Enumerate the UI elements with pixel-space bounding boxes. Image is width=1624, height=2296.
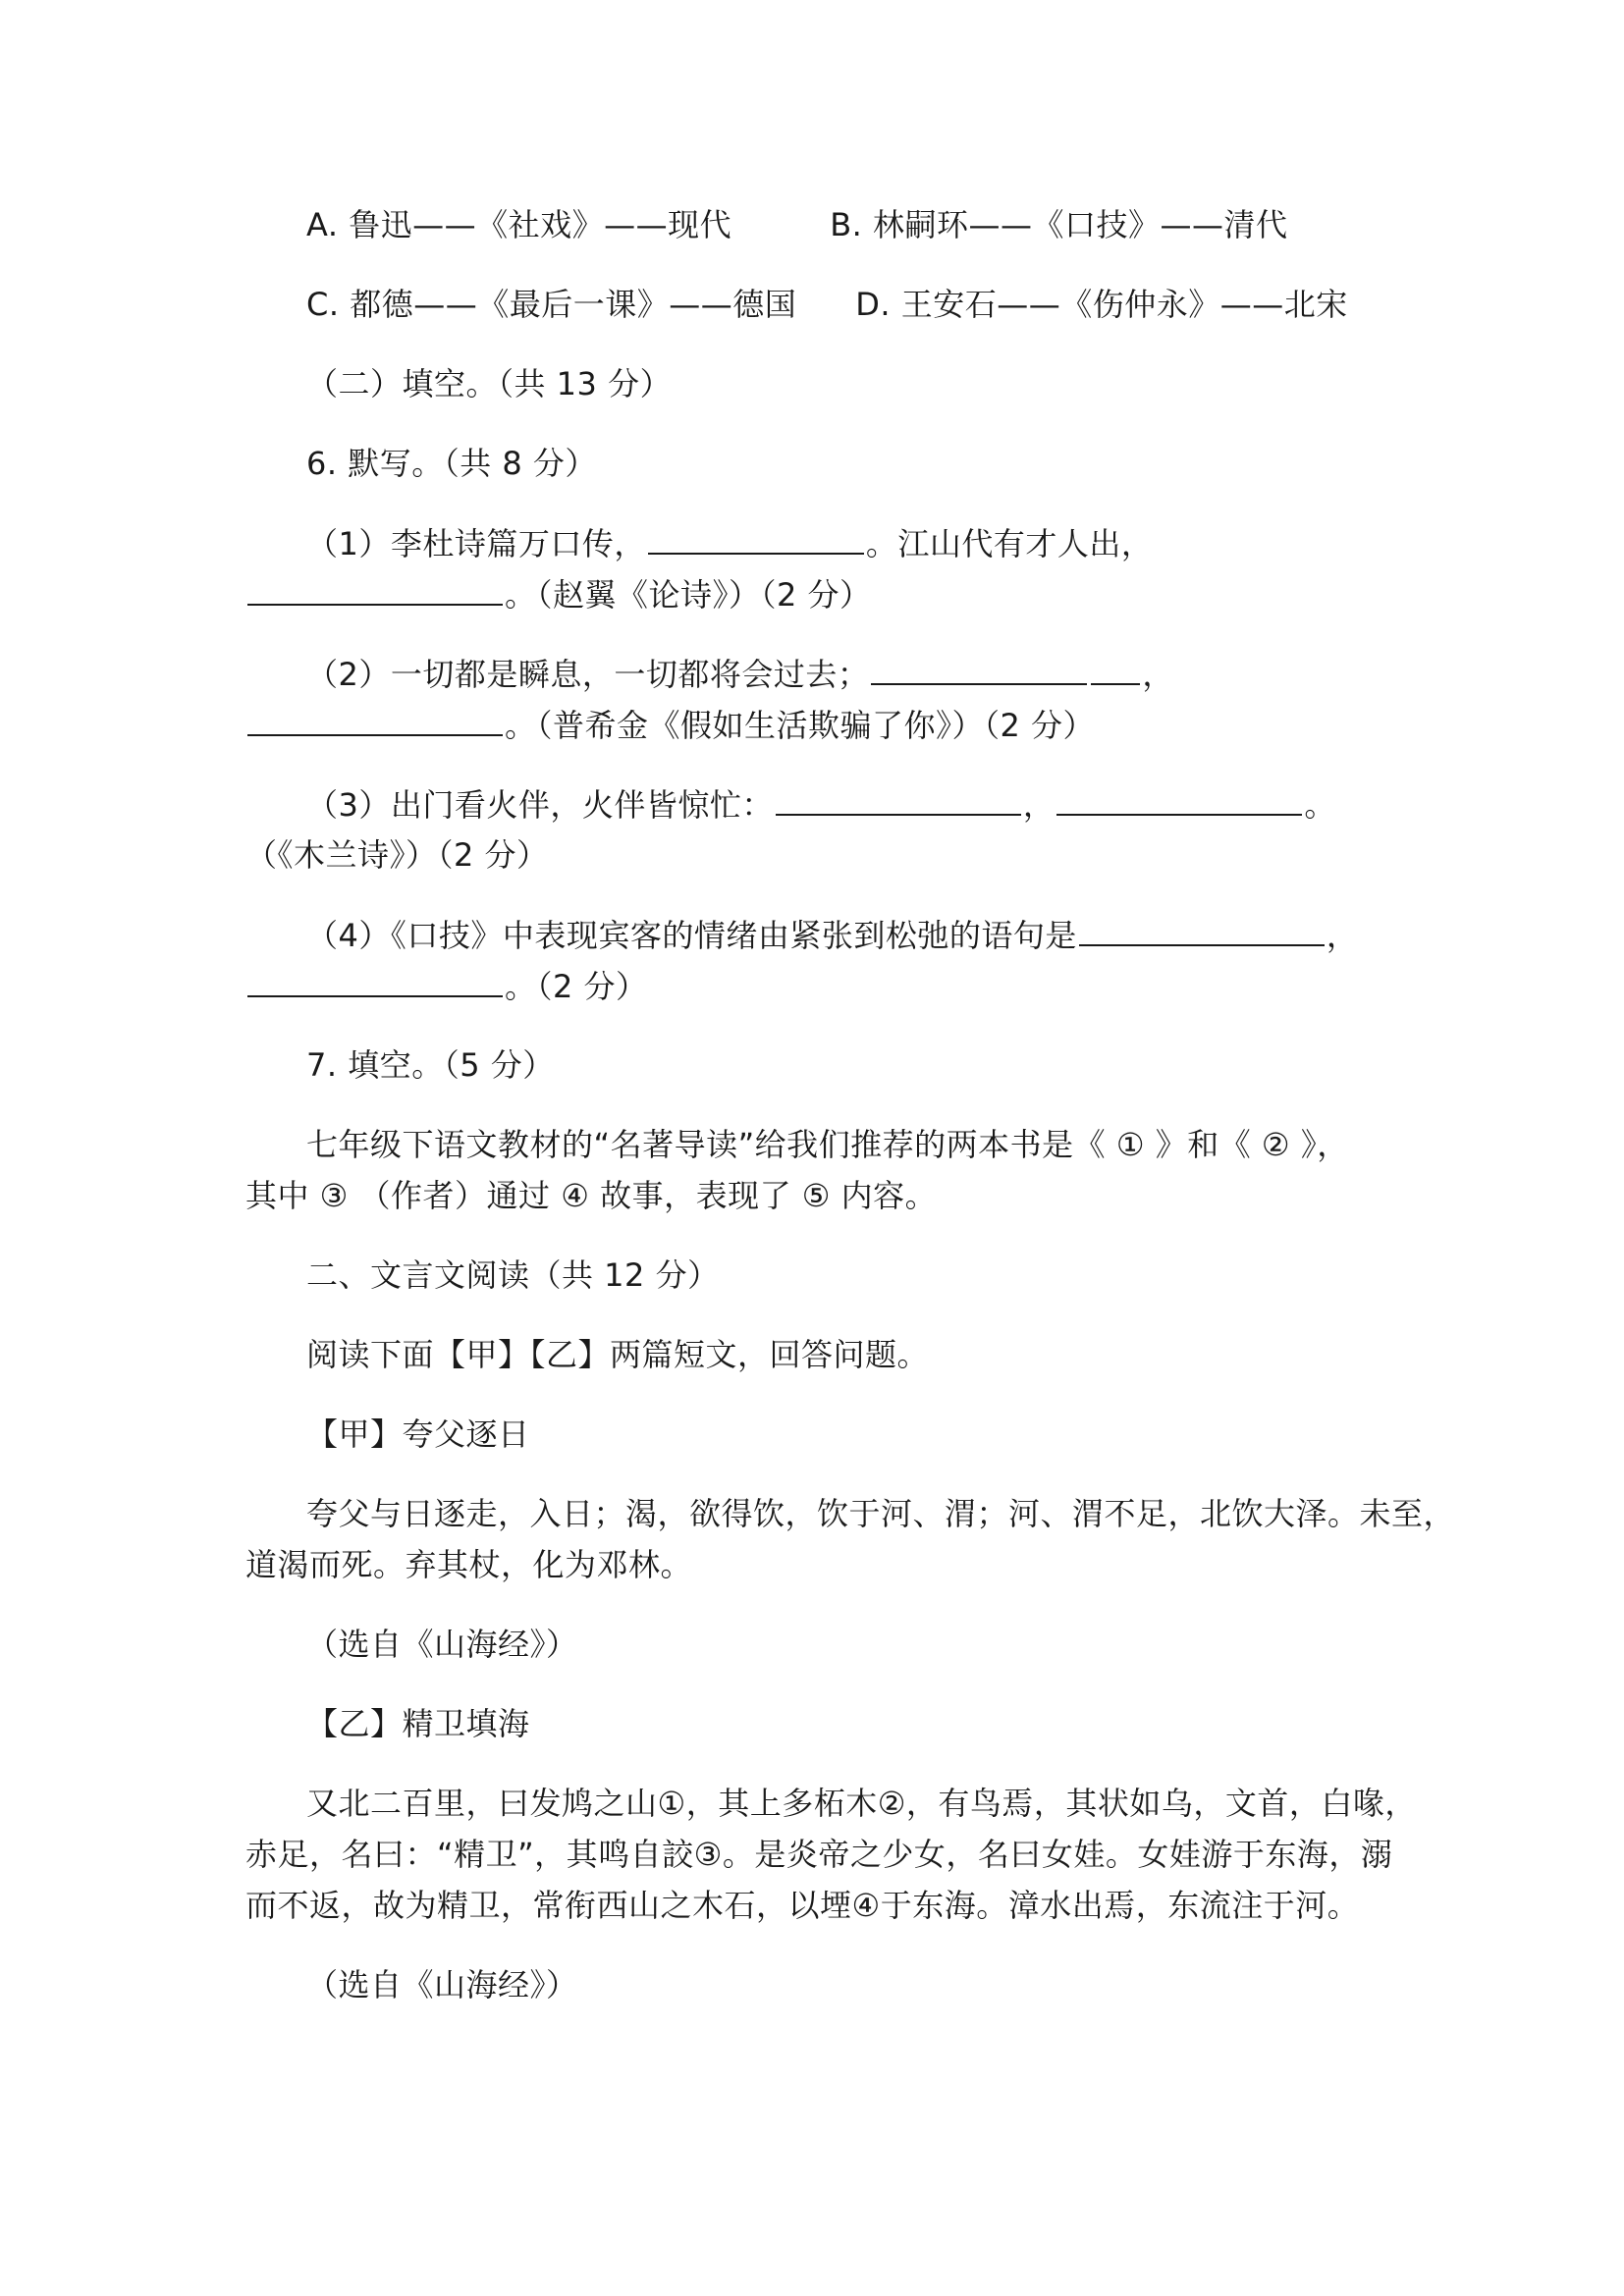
q6-item2-mid: ， [1142, 656, 1174, 693]
classical-instruction: 阅读下面【甲】【乙】两篇短文，回答问题。 [306, 1336, 930, 1373]
q6-item4-blank-2[interactable] [247, 966, 503, 997]
q5-option-b: B. 林嗣环——《口技》——清代 [830, 206, 1288, 243]
q6-item2-pre: （2）一切都是瞬息，一切都将会过去； [306, 656, 870, 693]
q6-item1-mid: 。江山代有才人出， [865, 525, 1154, 562]
q6-item3-mid: ， [1022, 786, 1056, 824]
q6-item2-blank-1[interactable] [871, 654, 1087, 685]
q5-options-row-2 [306, 285, 1348, 324]
q6-title: 6. 默写。（共 8 分） [306, 445, 597, 482]
q6-item1-blank-2[interactable] [247, 574, 503, 606]
q5-option-d: D. 王安石——《伤仲永》——北宋 [855, 286, 1348, 323]
q6-item4-line1 [306, 915, 1358, 955]
q6-item3-source: （《木兰诗》）（2 分） [245, 836, 549, 874]
q6-item4-mid: ， [1326, 917, 1359, 954]
q6-item4-line2 [245, 966, 648, 1006]
q6-item4-blank-1[interactable] [1079, 915, 1325, 946]
passage-b-line1: 又北二百里，曰发鸠之山①，其上多柘木②，有鸟焉，其状如乌，文首，白喙， [306, 1785, 1417, 1822]
passage-a-line1: 夸父与日逐走，入日；渴，欲得饮，饮于河、渭；河、渭不足，北饮大泽。未至， [306, 1495, 1456, 1532]
q6-item1-line1 [306, 523, 1153, 563]
q7-title: 7. 填空。（5 分） [306, 1046, 555, 1084]
passage-b-source: （选自《山海经》） [306, 1966, 578, 2003]
q6-item1-blank-1[interactable] [648, 523, 864, 555]
q6-item3-blank-1[interactable] [776, 784, 1021, 816]
q6-item3-blank-2[interactable] [1056, 784, 1302, 816]
fill-section-heading: （二）填空。（共 13 分） [306, 365, 673, 402]
q6-item4-pre: （4）《口技》中表现宾客的情绪由紧张到松弛的语句是 [306, 917, 1077, 954]
passage-a-title: 【甲】夸父逐日 [306, 1415, 530, 1453]
q6-item3-pre: （3）出门看火伴，火伴皆惊忙： [306, 786, 774, 824]
passage-a-source: （选自《山海经》） [306, 1626, 578, 1663]
q6-item2-line2 [245, 705, 1095, 745]
q6-item3-end: 。 [1304, 786, 1336, 824]
passage-b-line3: 而不返，故为精卫，常衔西山之木石，以堙④于东海。漳水出焉，东流注于河。 [245, 1887, 1360, 1924]
q6-item1-end: 。（赵翼《论诗》）（2 分） [505, 576, 872, 614]
q6-item1-pre: （1）李杜诗篇万口传， [306, 525, 646, 562]
passage-a-line2: 道渴而死。弃其杖，化为邓林。 [245, 1546, 693, 1583]
q6-item2-line1 [306, 654, 1174, 694]
q6-item4-end: 。（2 分） [505, 968, 648, 1005]
q6-item3-line1 [306, 784, 1336, 825]
q6-item2-blank-2[interactable] [247, 705, 503, 736]
passage-b-line2: 赤足，名曰：“精卫”，其鸣自詨③。是炎帝之少女，名曰女娃。女娃游于东海，溺 [245, 1836, 1393, 1873]
q6-item1-line2 [245, 574, 872, 614]
q7-line2: 其中 ③ （作者）通过 ④ 故事，表现了 ⑤ 内容。 [245, 1177, 938, 1214]
q5-option-a: A. 鲁迅——《社戏》——现代 [306, 206, 732, 243]
q5-option-c: C. 都德——《最后一课》——德国 [306, 286, 797, 323]
q6-item2-end: 。（普希金《假如生活欺骗了你》）（2 分） [505, 707, 1096, 744]
q5-options-row-1 [306, 205, 1288, 244]
q7-line1: 七年级下语文教材的“名著导读”给我们推荐的两本书是《 ① 》和《 ② 》， [306, 1126, 1349, 1163]
passage-b-title: 【乙】精卫填海 [306, 1705, 530, 1742]
q6-item2-blank-1b[interactable] [1091, 654, 1140, 685]
classical-section-heading: 二、文言文阅读（共 12 分） [306, 1256, 720, 1294]
